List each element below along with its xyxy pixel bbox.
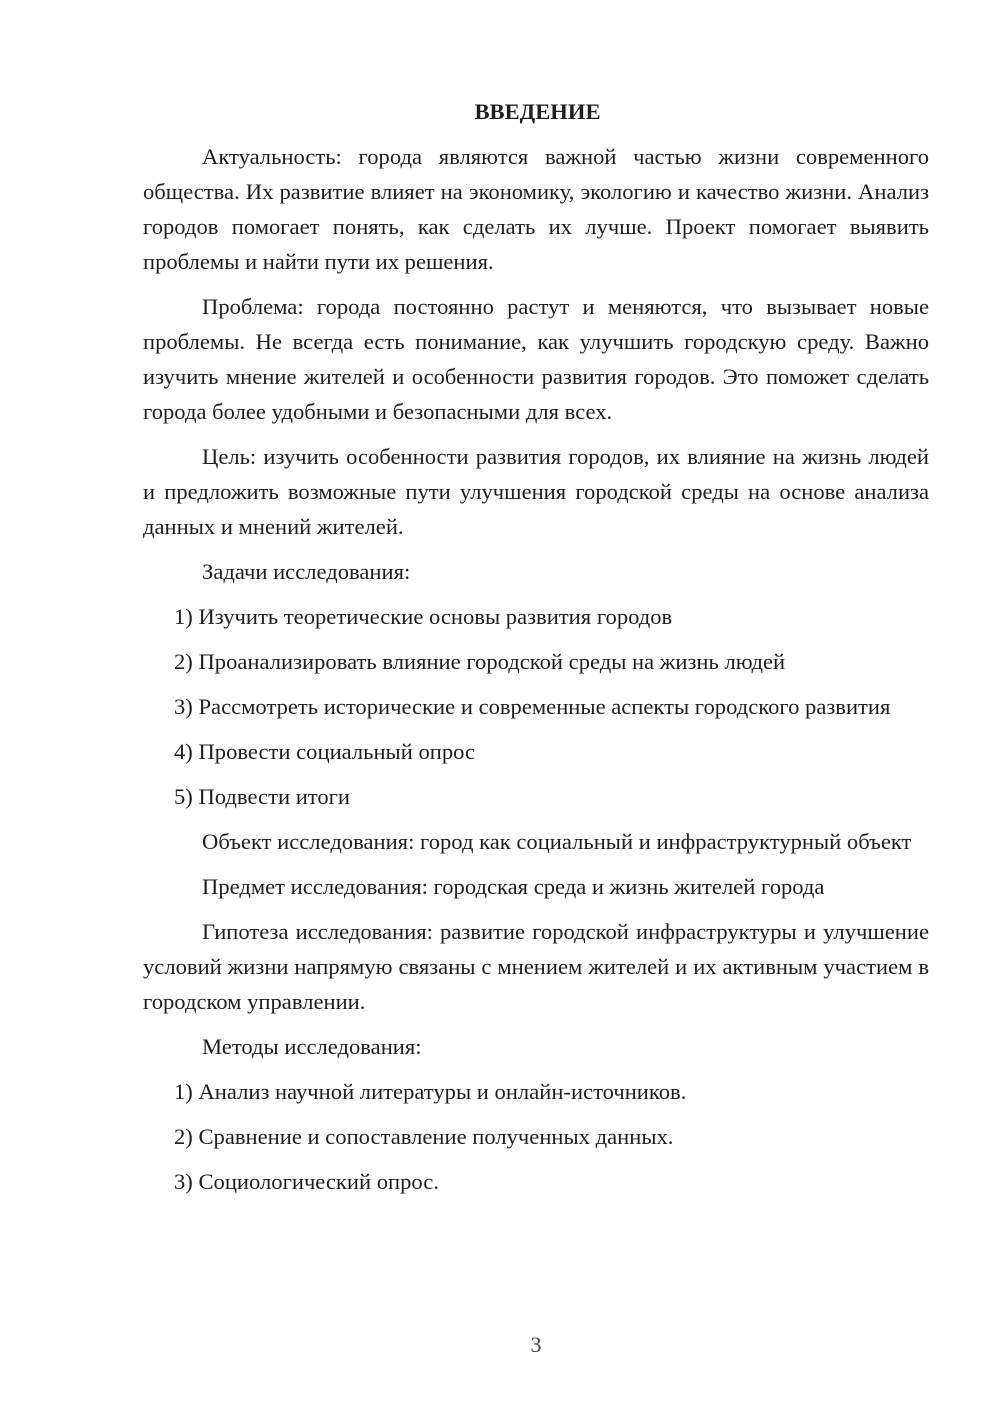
task-item: 4) Провести социальный опрос <box>174 739 476 764</box>
section-title: ВВЕДЕНИЕ <box>474 99 601 124</box>
page-number: 3 <box>530 1332 542 1357</box>
tasks-heading: Задачи исследования: <box>202 559 411 584</box>
task-item: 3) Рассмотреть исторические и современные аспекты городского развития <box>174 694 891 719</box>
problem-paragraph: Проблема: города постоянно растут и меняются, что вызывает новые проблемы. Не всегда есть понимание, как улучшить городскую среду. Важно изучить мнение жителей и особенности развития городов. Это поможет сделать города более удобными и безопасными для всех. <box>143 294 929 424</box>
task-item: 2) Проанализировать влияние городской среды на жизнь людей <box>174 649 786 674</box>
method-item: 2) Сравнение и сопоставление полученных данных. <box>174 1124 674 1149</box>
page-content <box>143 94 929 1209</box>
object-paragraph: Объект исследования: город как социальный и инфраструктурный объект <box>202 829 912 854</box>
method-item: 1) Анализ научной литературы и онлайн-источников. <box>174 1079 687 1104</box>
subject-paragraph: Предмет исследования: городская среда и жизнь жителей города <box>202 874 825 899</box>
hypothesis-paragraph: Гипотеза исследования: развитие городской инфраструктуры и улучшение условий жизни напрямую связаны с мнением жителей и их активным участием в городском управлении. <box>143 919 929 1014</box>
relevance-paragraph: Актуальность: города являются важной частью жизни современного общества. Их развитие влияет на экономику, экологию и качество жизни. Анализ городов помогает понять, как сделать их лучше. Проект помогает выявить проблемы и найти пути их решения. <box>143 144 929 274</box>
goal-paragraph: Цель: изучить особенности развития городов, их влияние на жизнь людей и предложить возможные пути улучшения городской среды на основе анализа данных и мнений жителей. <box>143 444 929 539</box>
method-item: 3) Социологический опрос. <box>174 1169 439 1194</box>
methods-heading: Методы исследования: <box>202 1034 422 1059</box>
task-item: 5) Подвести итоги <box>174 784 351 809</box>
task-item: 1) Изучить теоретические основы развития городов <box>174 604 673 629</box>
